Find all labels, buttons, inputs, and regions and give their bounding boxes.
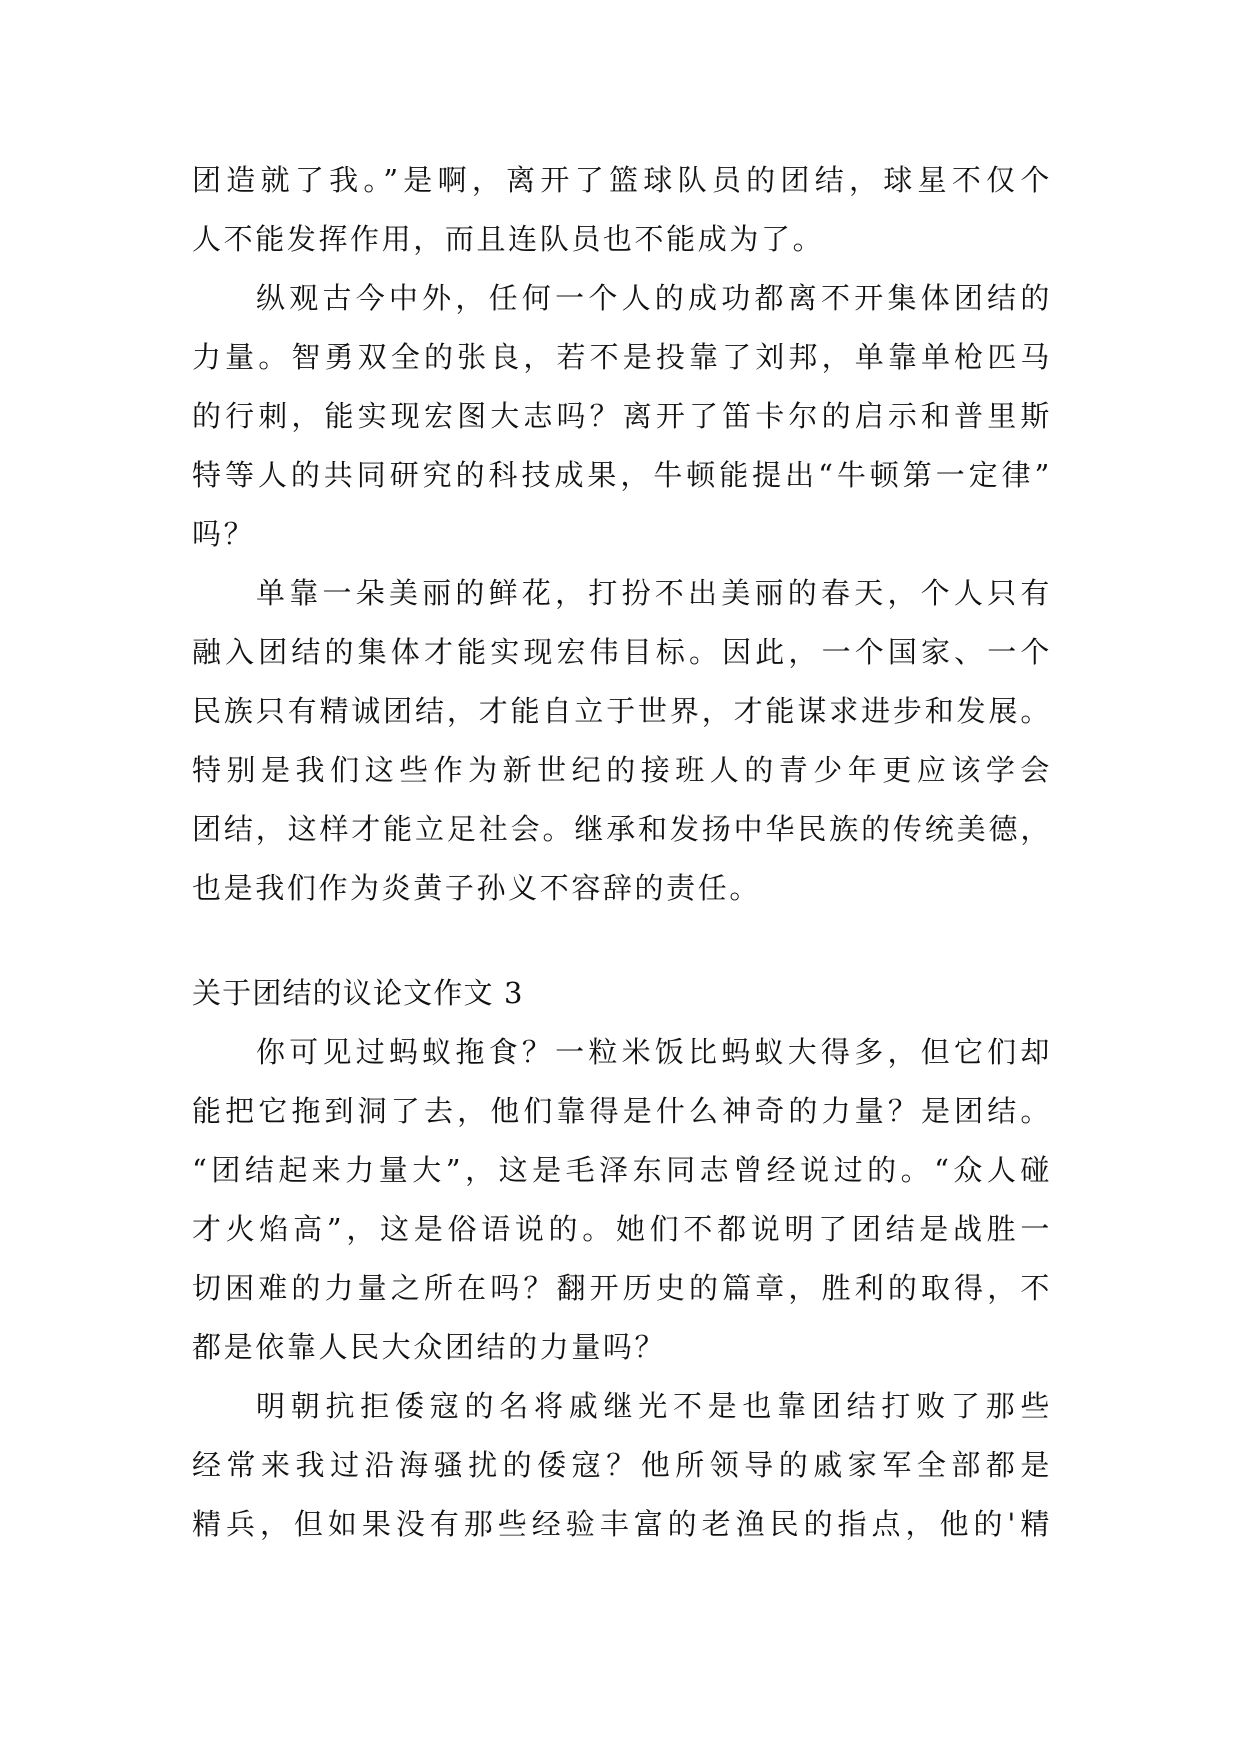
paragraph-line: 特等人的共同研究的科技成果，牛顿能提出“牛顿第一定律” xyxy=(192,458,1052,492)
paragraph-line: 也是我们作为炎黄子孙义不容辞的责任。 xyxy=(192,871,761,905)
paragraph-line: 才火焰高”，这是俗语说的。她们不都说明了团结是战胜一 xyxy=(192,1212,1052,1246)
paragraph-line: 你可见过蚂蚁拖食？一粒米饭比蚂蚁大得多，但它们却 xyxy=(256,1035,1052,1069)
paragraph-line: 团造就了我。”是啊，离开了篮球队员的团结，球星不仅个 xyxy=(192,163,1052,197)
section-heading: 关于团结的议论文作文 3 xyxy=(192,976,524,1010)
paragraph-line: “团结起来力量大”，这是毛泽东同志曾经说过的。“众人碰 xyxy=(192,1153,1052,1187)
paragraph-line: 民族只有精诚团结，才能自立于世界，才能谋求进步和发展。 xyxy=(192,694,1052,728)
paragraph-line: 纵观古今中外，任何一个人的成功都离不开集体团结的 xyxy=(256,281,1052,315)
paragraph-line: 融入团结的集体才能实现宏伟目标。因此，一个国家、一个 xyxy=(192,635,1052,669)
paragraph-line: 力量。智勇双全的张良，若不是投靠了刘邦，单靠单枪匹马 xyxy=(192,340,1052,374)
paragraph-line: 吗？ xyxy=(192,517,256,551)
paragraph-line: 都是依靠人民大众团结的力量吗？ xyxy=(192,1330,667,1364)
paragraph-line: 切困难的力量之所在吗？翻开历史的篇章，胜利的取得，不 xyxy=(192,1271,1052,1305)
paragraph-line: 能把它拖到洞了去，他们靠得是什么神奇的力量？是团结。 xyxy=(192,1094,1052,1128)
paragraph-line: 团结，这样才能立足社会。继承和发扬中华民族的传统美德， xyxy=(192,812,1052,846)
paragraph-line: 精兵，但如果没有那些经验丰富的老渔民的指点，他的'精 xyxy=(192,1507,1052,1541)
paragraph-line: 人不能发挥作用，而且连队员也不能成为了。 xyxy=(192,222,825,256)
paragraph-line: 明朝抗拒倭寇的名将戚继光不是也靠团结打败了那些 xyxy=(256,1389,1052,1423)
paragraph-line: 经常来我过沿海骚扰的倭寇？他所领导的戚家军全部都是 xyxy=(192,1448,1052,1482)
paragraph-line: 单靠一朵美丽的鲜花，打扮不出美丽的春天，个人只有 xyxy=(256,576,1052,610)
paragraph-line: 的行刺，能实现宏图大志吗？离开了笛卡尔的启示和普里斯 xyxy=(192,399,1052,433)
paragraph-line: 特别是我们这些作为新世纪的接班人的青少年更应该学会 xyxy=(192,753,1052,787)
